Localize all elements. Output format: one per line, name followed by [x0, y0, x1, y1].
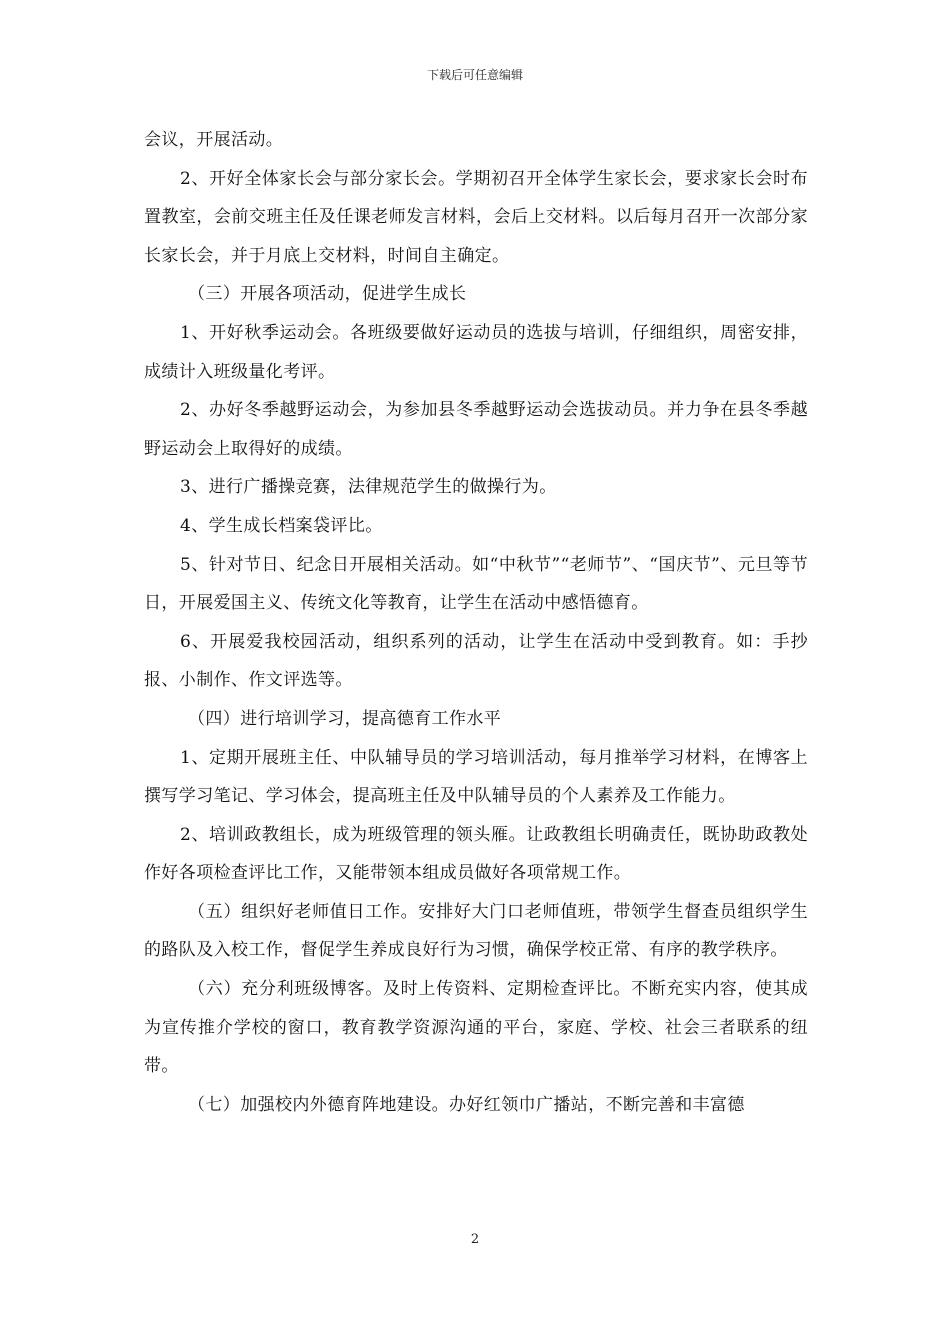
section-heading: （三）开展各项活动，促进学生成长: [188, 284, 467, 305]
paragraph: 3、进行广播操竞赛，法律规范学生的做操行为。: [180, 477, 557, 498]
paragraph: 2、培训政教组长，成为班级管理的领头雁。让政教组长明确责任，既协助政教处作好各项检查评比工作，又能带领本组成员做好各项常规工作。: [144, 824, 808, 884]
paragraph: 会议，开展活动。: [144, 130, 284, 150]
paragraph: 4、学生成长档案袋评比。: [180, 515, 383, 536]
paragraph: 2、开好全体家长会与部分家长会。学期初召开全体学生家长会，要求家长会时布置教室，会前交班主任及任课老师发言材料，会后上交材料。以后每月召开一次部分家长家长会，并于月底上交材料，时间自主确定。: [144, 168, 808, 266]
page-header: 下载后可任意编辑: [426, 68, 523, 82]
section-paragraph: （六）充分利班级博客。及时上传资料、定期检查评比。不断充实内容，使其成为宣传推介学校的窗口，教育教学资源沟通的平台，家庭、学校、社会三者联系的纽带。: [144, 979, 808, 1077]
paragraph: 2、办好冬季越野运动会，为参加县冬季越野运动会选拔动员。并力争在县冬季越野运动会上取得好的成绩。: [144, 400, 808, 459]
paragraph: 1、定期开展班主任、中队辅导员的学习培训活动，每月推举学习材料，在博客上撰写学习笔记、学习体会，提高班主任及中队辅导员的个人素养及工作能力。: [144, 747, 808, 807]
section-paragraph: （七）加强校内外德育阵地建设。办好红领巾广播站，不断完善和丰富德: [188, 1094, 745, 1115]
section-paragraph: （五）组织好老师值日工作。安排好大门口老师值班，带领学生督查员组织学生的路队及入校工作，督促学生养成良好行为习惯，确保学校正常、有序的教学秩序。: [144, 901, 808, 961]
document-body: [144, 121, 808, 1124]
page-number: 2: [470, 1232, 480, 1247]
paragraph: 1、开好秋季运动会。各班级要做好运动员的选拔与培训，仔细组织，周密安排，成绩计入班级量化考评。: [144, 322, 808, 382]
section-heading: （四）进行培训学习，提高德育工作水平: [188, 708, 502, 729]
paragraph: 6、开展爱我校园活动，组织系列的活动，让学生在活动中受到教育。如：手抄报、小制作、作文评选等。: [144, 631, 808, 691]
paragraph: 5、针对节日、纪念日开展相关活动。如“中秋节”“老师节”、“国庆节”、元旦等节日，开展爱国主义、传统文化等教育，让学生在活动中感悟德育。: [144, 554, 808, 614]
